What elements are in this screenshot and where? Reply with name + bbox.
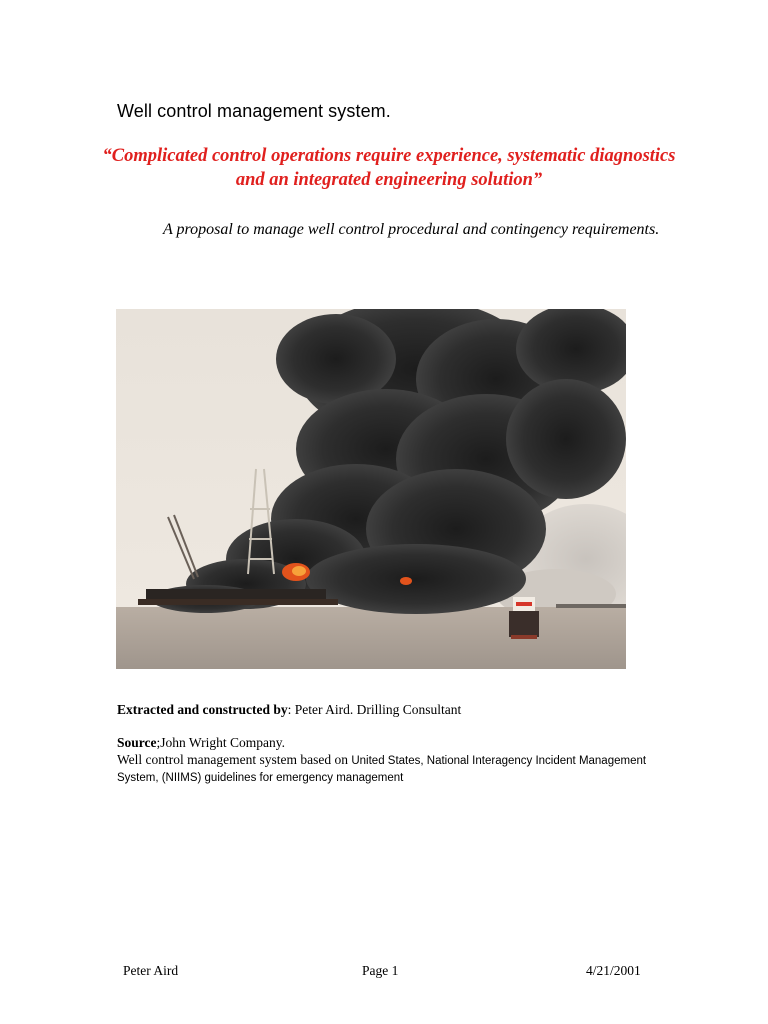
credit-label: Extracted and constructed by [117,702,288,717]
source-line [117,735,285,751]
basis-reference: United States, National Interagency Incident Management System, (NIIMS) guidelines for emergency management [117,755,647,784]
document-title: Well control management system. [117,101,391,121]
footer-author: Peter Aird [123,963,179,978]
source-value: ;John Wright Company. [156,735,285,750]
credit-value: : Peter Aird. Drilling Consultant [287,702,462,717]
proposal-subtitle: A proposal to manage well control procedural and contingency requirements. [163,221,660,238]
oil-rig-fire-photo [116,309,626,669]
basis-text: Well control management system based on [117,752,352,767]
footer-date: 4/21/2001 [586,963,641,978]
footer-page-number: Page 1 [362,963,399,978]
basis-statement [117,752,677,786]
author-credit [117,702,461,718]
tagline-quote: “Complicated control operations require experience, systematic diagnostics and an integrated engineering solution” [102,146,676,190]
source-label: Source [117,735,157,750]
